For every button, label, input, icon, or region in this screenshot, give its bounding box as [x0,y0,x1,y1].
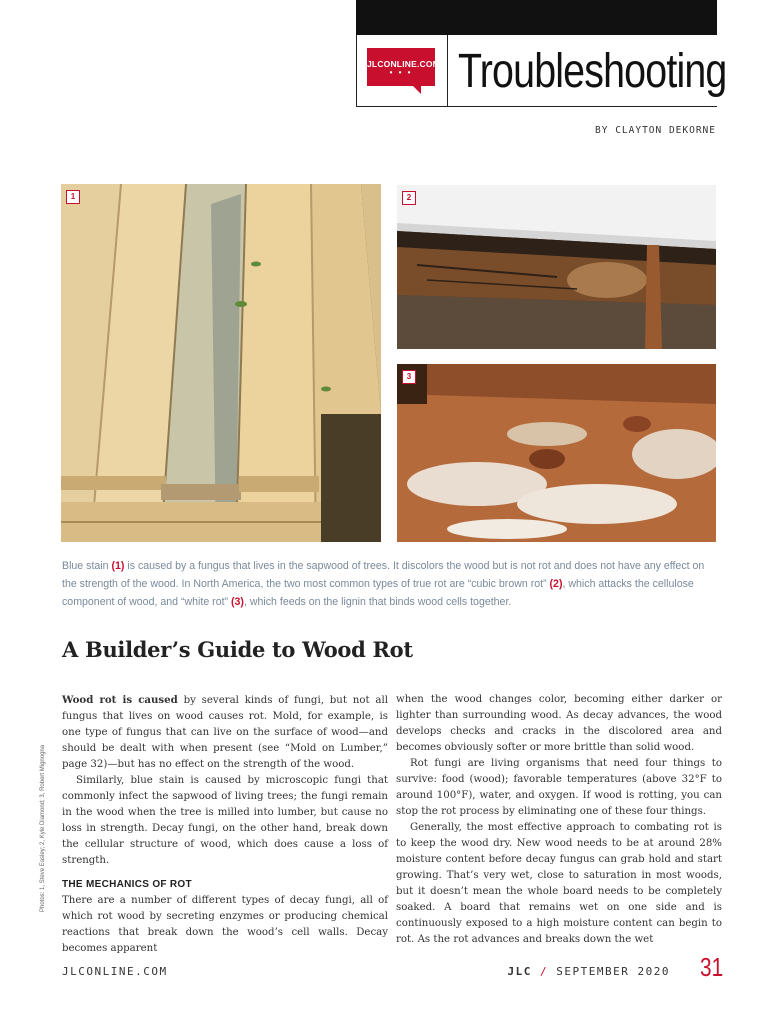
photo-number-badge: 2 [402,191,416,205]
caption-ref-2: (2) [549,578,563,590]
header-black-bar [356,0,717,35]
photo-caption [62,557,712,611]
paragraph-text: by several kinds of fungi, but not all fungus that lives on wood causes rot. Mold, for example, is one type of fungus that can live on the surface of wood—and should be dealt with when present (see “Mold on Lumber,” page 32)—but has no effect on the strength of the wood. [62,695,388,770]
caption-ref-1: (1) [111,560,125,572]
footer-slash: / [540,965,549,978]
header-rule-bottom [356,106,717,107]
footer-site[interactable]: JLCONLINE.COM [62,965,168,978]
caption-text: , which attacks the cellulose component of wood, and “white rot” [62,578,694,608]
photo-number-badge: 1 [66,190,80,204]
photo-number-badge: 3 [402,370,416,384]
white-rot-illustration [397,364,716,542]
lumber-illustration [61,184,381,542]
footer-date: SEPTEMBER 2020 [556,965,670,978]
article-headline: A Builder’s Guide to Wood Rot [62,637,413,662]
brown-rot-illustration [397,185,716,349]
lead-in: Wood rot is caused [62,694,178,706]
photo-brown-rot [397,185,716,349]
jlconline-logo[interactable] [367,48,440,86]
logo-dots: • • • [389,68,413,77]
subhead: THE MECHANICS OF ROT [62,879,192,890]
logo-text: JLCONLINE.COM [367,59,440,69]
paragraph: There are a number of different types of decay fungi, all of which rot wood by secreting enzymes or producing chemical reactions that break down the wood’s cell walls. Decay becomes apparent [62,895,388,954]
footer-issue [508,965,670,978]
caption-ref-3: (3) [231,596,244,608]
article-column-left [62,692,388,957]
byline: BY CLAYTON DEKORNE [595,125,716,136]
paragraph: Generally, the most effective approach to combating rot is to keep the wood dry. New wood needs to be at around 28% moisture content before decay fungus can grab hold and start growing. That’s very wet, close to saturation in most woods, but it doesn’t mean the whole board needs to be completely soaked. A board that remains wet on one side and is continuously exposed to a high moisture content can begin to rot. As the rot advances and breaks down the wet [396,822,722,945]
header-rule-left [356,35,357,107]
photo-blue-stain [61,184,381,542]
page-number: 31 [700,952,724,982]
paragraph: when the wood changes color, becoming either darker or lighter than surrounding wood. As decay advances, the wood develops checks and cracks in the discolored area and becomes obviously softer or more brittle than solid wood. [396,694,722,753]
logo-speech-tail [413,86,421,94]
caption-text: is caused by a fungus that lives in the sapwood of trees. It discolors the wood but is not rot and does not have any effect on the strength of the wood. In North America, the two most common types of true rot are “cubic brown rot” [62,560,705,590]
caption-text: Blue stain [62,560,112,572]
footer-mag: JLC [507,965,532,978]
paragraph [62,692,388,773]
photo-white-rot [397,364,716,542]
photo-credit: Photos: 1, Steve Easley; 2, Kyle Diamond; 3, Robert Mignogna [40,744,46,912]
section-title: Troubleshooting [458,45,727,98]
paragraph: Rot fungi are living organisms that need four things to survive: food (wood); favorable temperatures (above 32°F to around 100°F), water, and oxygen. If wood is rotting, you can stop the rot process by eliminating one of these four things. [396,758,722,817]
article-column-right [396,692,722,948]
header-rule-middle [447,35,448,107]
paragraph: Similarly, blue stain is caused by microscopic fungi that commonly infect the sapwood of living trees; the fungi remain in the wood when the tree is milled into lumber, but cause no loss in strength. Decay fungi, on the other hand, break down the cellular structure of wood, which does cause a loss of strength. [62,775,388,866]
caption-text: , which feeds on the lignin that binds wood cells together. [243,596,512,608]
